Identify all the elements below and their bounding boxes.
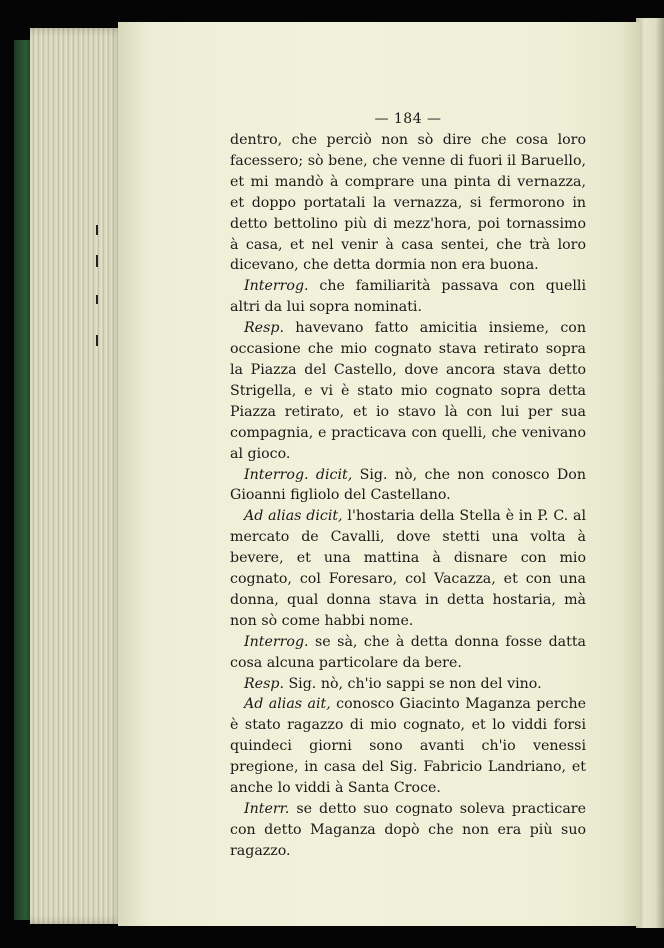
paragraph-lead: Interrog.	[244, 633, 309, 650]
paragraph	[230, 318, 586, 464]
paragraph-text: conosco Giacinto Maganza perche è stato ragazzo di mio cognato, et lo viddi forsi quindeci giorni sono avanti ch'io venessi pregione, in casa del Sig. Fabricio Landriano, et anche lo viddi à Santa Croce.	[230, 696, 586, 797]
paragraph	[230, 694, 586, 799]
paragraph	[230, 130, 586, 276]
paragraph	[230, 506, 586, 631]
paragraph-text: l'hostaria della Stella è in P. C. al mercato de Cavalli, dove stetti una volta à bevere, et una mattina à disnare con mio cognato, col Foresaro, col Vacazza, et con una donna, qual donna stava in detta hostaria, mà non sò come habbi nome.	[230, 508, 586, 629]
paragraph-text: se sà, che à detta donna fosse datta cosa alcuna particolare da bere.	[230, 633, 586, 671]
page-number: — 184 —	[374, 111, 442, 127]
paragraph	[230, 799, 586, 862]
paragraph-lead: Resp.	[244, 320, 284, 337]
paragraph-text: havevano fatto amicitia insieme, con occasione che mio cognato stava retirato sopra la Piazza del Castello, dove ancora stava detto Strigella, e vi è stato mio cognato sopra detta Piazza retirato, et io stavo là con lui per sua compagnia, e practicava con quelli, che venivano al gioco.	[230, 320, 586, 462]
paragraph-lead: Interr.	[244, 801, 290, 817]
paragraph-lead: Resp.	[244, 675, 284, 692]
paragraph-lead: Interrog.	[244, 278, 309, 295]
paragraph	[230, 276, 586, 318]
paragraph	[230, 674, 586, 695]
paragraph-lead: Ad alias dicit,	[244, 508, 343, 525]
paragraph-text: Sig. nò, che non conosco Don Gioanni figliolo del Castellano.	[230, 466, 586, 504]
page-text	[230, 108, 586, 862]
paragraph-text: dentro, che perciò non sò dire che cosa loro facessero; sò bene, che venne di fuori il Baruello, et mi mandò à comprare una pinta di vernazza, et doppo portatali la vernazza, si fermorono in detto bettolino più di mezz'hora, poi tornassimo à casa, et nel venir à casa sentei, che trà loro dicevano, che detta dormia non era buona.	[230, 132, 586, 274]
paragraph	[230, 465, 586, 507]
page-stack-edges	[30, 28, 125, 924]
paragraph-text: che familiarità passava con quelli altri da lui sopra nominati.	[230, 278, 586, 316]
paragraph-lead: Ad alias ait,	[244, 696, 331, 713]
paragraph-text: Sig. nò, ch'io sappi se non del vino.	[283, 675, 542, 692]
paragraph-text: se detto suo cognato soleva practicare con detto Maganza dopò che non era più suo ragazzo.	[230, 801, 586, 859]
gutter-ink-marks	[96, 225, 102, 355]
paragraph-lead: Interrog. dicit,	[244, 466, 353, 483]
paragraph	[230, 632, 586, 674]
